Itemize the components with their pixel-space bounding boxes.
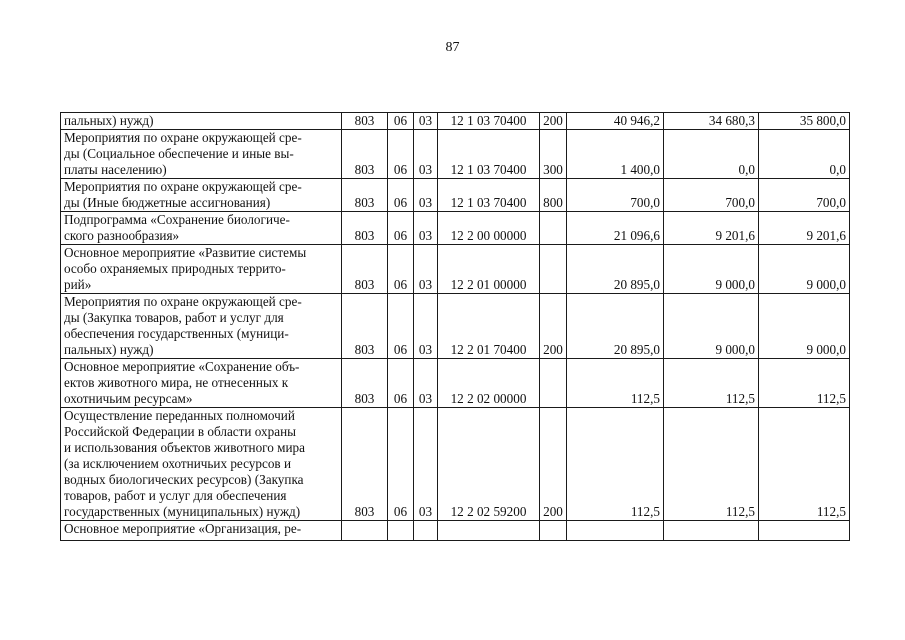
item-name-cell <box>61 212 342 245</box>
table-row <box>61 130 850 179</box>
expense-type-cell <box>540 359 567 408</box>
amount-year3-cell: 9 000,0 <box>759 294 850 359</box>
item-name-line: Мероприятия по охране окружающей сре- <box>64 179 302 194</box>
amount-year2-cell: 112,5 <box>664 359 759 408</box>
ministry-code-cell: 803 <box>342 294 388 359</box>
item-name-line: обеспечения государственных (муници- <box>64 326 289 341</box>
amount-year1-cell: 112,5 <box>567 408 664 521</box>
item-name-line: Мероприятия по охране окружающей сре- <box>64 294 302 309</box>
item-name-line: ды (Социальное обеспечение и иные вы- <box>64 146 294 161</box>
amount-year1-cell <box>567 521 664 541</box>
item-name-line: Осуществление переданных полномочий <box>64 408 295 423</box>
target-article-cell: 12 1 03 70400 <box>438 113 540 130</box>
subsection-code-cell: 03 <box>414 212 438 245</box>
table-row <box>61 521 850 541</box>
ministry-code-cell: 803 <box>342 179 388 212</box>
item-name-cell <box>61 521 342 541</box>
table-row <box>61 113 850 130</box>
subsection-code-cell: 03 <box>414 294 438 359</box>
amount-year2-cell: 9 000,0 <box>664 294 759 359</box>
amount-year3-cell: 700,0 <box>759 179 850 212</box>
item-name-line: рий» <box>64 277 92 292</box>
ministry-code-cell: 803 <box>342 359 388 408</box>
amount-year2-cell: 112,5 <box>664 408 759 521</box>
ministry-code-cell: 803 <box>342 130 388 179</box>
amount-year1-cell: 20 895,0 <box>567 245 664 294</box>
expense-type-cell: 200 <box>540 294 567 359</box>
item-name-line: особо охраняемых природных террито- <box>64 261 286 276</box>
target-article-cell: 12 2 02 59200 <box>438 408 540 521</box>
subsection-code-cell: 03 <box>414 179 438 212</box>
amount-year1-cell: 20 895,0 <box>567 294 664 359</box>
item-name-line: охотничьим ресурсам» <box>64 391 193 406</box>
section-code-cell: 06 <box>388 113 414 130</box>
item-name-line: (за исключением охотничьих ресурсов и <box>64 456 292 471</box>
expense-type-cell: 800 <box>540 179 567 212</box>
item-name-line: и использования объектов животного мира <box>64 440 305 455</box>
ministry-code-cell: 803 <box>342 245 388 294</box>
subsection-code-cell <box>414 521 438 541</box>
item-name-line: пальных) нужд) <box>64 342 154 357</box>
item-name-line: Подпрограмма «Сохранение биологиче- <box>64 212 290 227</box>
subsection-code-cell: 03 <box>414 130 438 179</box>
amount-year3-cell <box>759 521 850 541</box>
amount-year3-cell: 35 800,0 <box>759 113 850 130</box>
table-body <box>61 113 850 541</box>
item-name-line: ды (Закупка товаров, работ и услуг для <box>64 310 284 325</box>
expense-type-cell <box>540 245 567 294</box>
section-code-cell: 06 <box>388 212 414 245</box>
page-number: 87 <box>445 40 460 55</box>
target-article-cell <box>438 521 540 541</box>
item-name-line: Мероприятия по охране окружающей сре- <box>64 130 302 145</box>
target-article-cell: 12 2 01 70400 <box>438 294 540 359</box>
item-name-line: товаров, работ и услуг для обеспечения <box>64 488 287 503</box>
item-name-line: водных биологических ресурсов) (Закупка <box>64 472 304 487</box>
item-name-cell <box>61 130 342 179</box>
table-row <box>61 359 850 408</box>
subsection-code-cell: 03 <box>414 408 438 521</box>
item-name-line: пальных) нужд) <box>64 113 154 128</box>
section-code-cell: 06 <box>388 408 414 521</box>
subsection-code-cell: 03 <box>414 245 438 294</box>
item-name-cell <box>61 179 342 212</box>
expense-type-cell <box>540 521 567 541</box>
target-article-cell: 12 2 02 00000 <box>438 359 540 408</box>
table-row <box>61 408 850 521</box>
section-code-cell: 06 <box>388 179 414 212</box>
item-name-cell <box>61 113 342 130</box>
budget-table <box>60 112 850 541</box>
amount-year1-cell: 1 400,0 <box>567 130 664 179</box>
expense-type-cell: 300 <box>540 130 567 179</box>
amount-year2-cell: 9 000,0 <box>664 245 759 294</box>
amount-year1-cell: 112,5 <box>567 359 664 408</box>
item-name-line: Основное мероприятие «Развитие системы <box>64 245 307 260</box>
item-name-cell <box>61 294 342 359</box>
amount-year3-cell: 9 201,6 <box>759 212 850 245</box>
ministry-code-cell: 803 <box>342 113 388 130</box>
item-name-line: ского разнообразия» <box>64 228 180 243</box>
target-article-cell: 12 1 03 70400 <box>438 179 540 212</box>
table-row <box>61 212 850 245</box>
ministry-code-cell <box>342 521 388 541</box>
target-article-cell: 12 1 03 70400 <box>438 130 540 179</box>
section-code-cell: 06 <box>388 294 414 359</box>
amount-year2-cell: 0,0 <box>664 130 759 179</box>
row-bottom-padding <box>64 537 338 540</box>
table-row <box>61 179 850 212</box>
subsection-code-cell: 03 <box>414 359 438 408</box>
amount-year2-cell: 9 201,6 <box>664 212 759 245</box>
item-name-line: Российской Федерации в области охраны <box>64 424 296 439</box>
ministry-code-cell: 803 <box>342 408 388 521</box>
item-name-line: ды (Иные бюджетные ассигнования) <box>64 195 271 210</box>
amount-year2-cell: 34 680,3 <box>664 113 759 130</box>
item-name-line: платы населению) <box>64 162 167 177</box>
amount-year1-cell: 700,0 <box>567 179 664 212</box>
section-code-cell: 06 <box>388 245 414 294</box>
amount-year3-cell: 112,5 <box>759 408 850 521</box>
target-article-cell: 12 2 01 00000 <box>438 245 540 294</box>
item-name-line: ектов животного мира, не отнесенных к <box>64 375 289 390</box>
amount-year3-cell: 112,5 <box>759 359 850 408</box>
target-article-cell: 12 2 00 00000 <box>438 212 540 245</box>
ministry-code-cell: 803 <box>342 212 388 245</box>
amount-year2-cell: 700,0 <box>664 179 759 212</box>
table-row <box>61 294 850 359</box>
item-name-cell <box>61 245 342 294</box>
expense-type-cell <box>540 212 567 245</box>
section-code-cell <box>388 521 414 541</box>
subsection-code-cell: 03 <box>414 113 438 130</box>
expense-type-cell: 200 <box>540 113 567 130</box>
expense-type-cell: 200 <box>540 408 567 521</box>
item-name-line: Основное мероприятие «Сохранение объ- <box>64 359 300 374</box>
item-name-cell <box>61 359 342 408</box>
item-name-line: государственных (муниципальных) нужд) <box>64 504 301 519</box>
item-name-line: Основное мероприятие «Организация, ре- <box>64 521 302 536</box>
table-row <box>61 245 850 294</box>
section-code-cell: 06 <box>388 359 414 408</box>
item-name-cell <box>61 408 342 521</box>
section-code-cell: 06 <box>388 130 414 179</box>
amount-year1-cell: 21 096,6 <box>567 212 664 245</box>
amount-year3-cell: 0,0 <box>759 130 850 179</box>
amount-year1-cell: 40 946,2 <box>567 113 664 130</box>
amount-year3-cell: 9 000,0 <box>759 245 850 294</box>
amount-year2-cell <box>664 521 759 541</box>
